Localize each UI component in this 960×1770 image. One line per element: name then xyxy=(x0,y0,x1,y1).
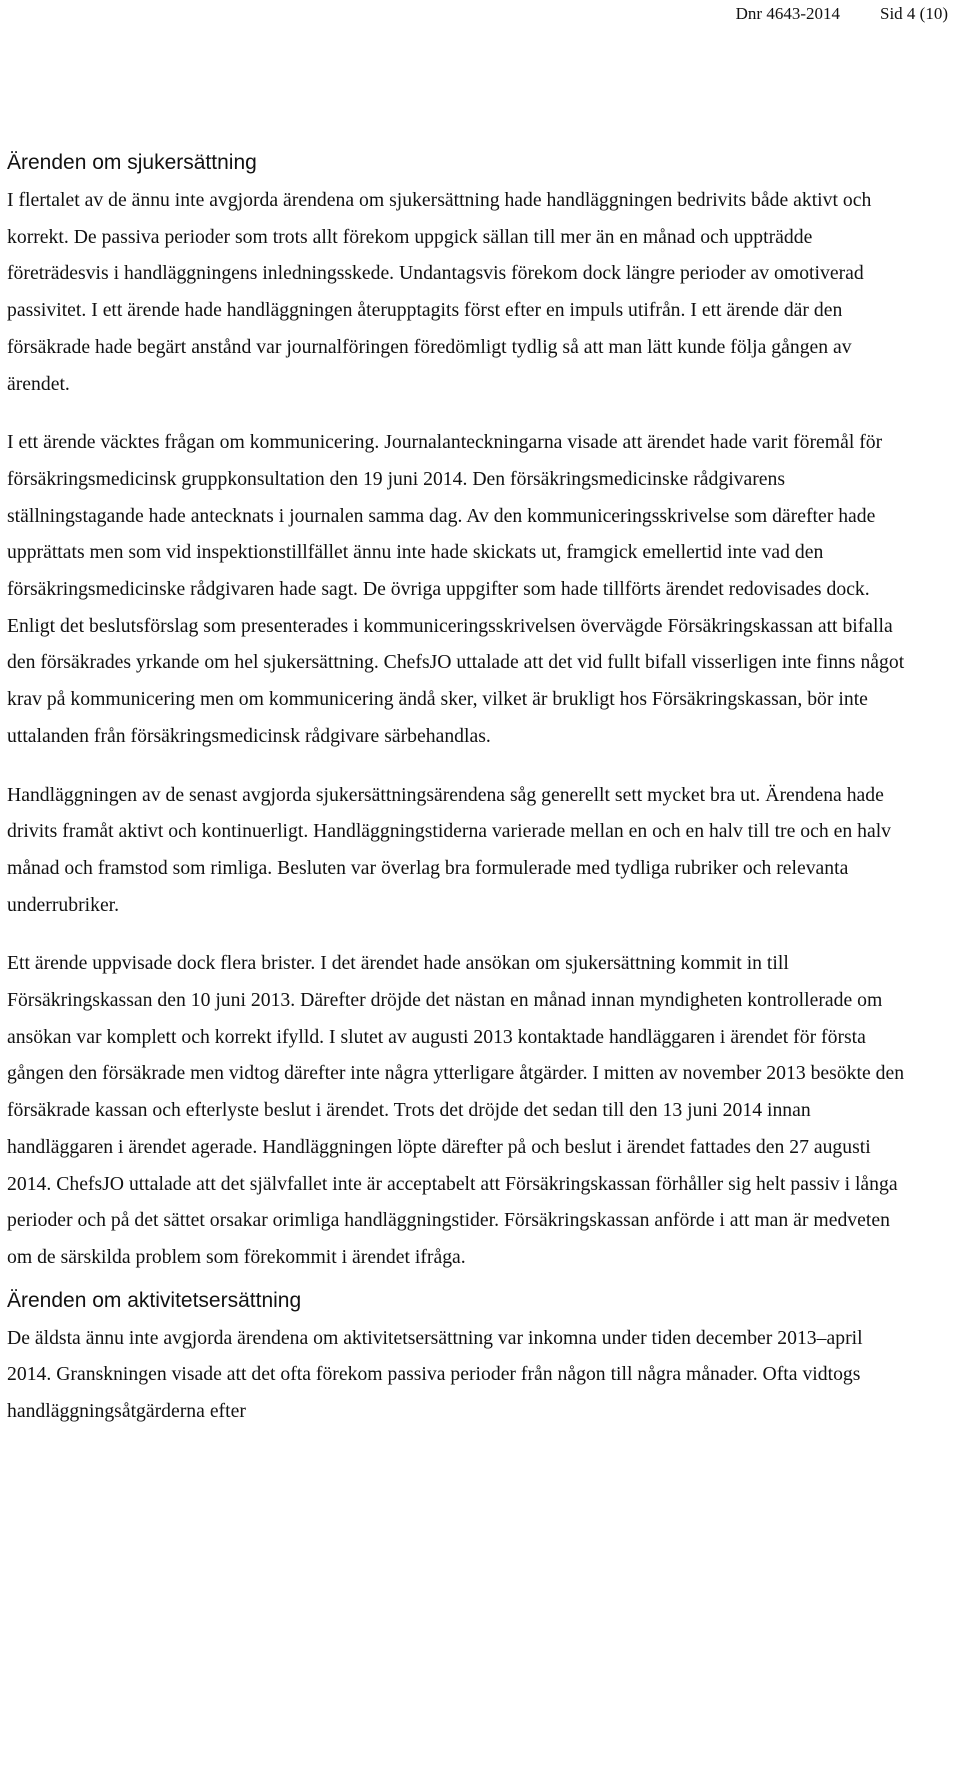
page-number: Sid 4 (10) xyxy=(880,4,948,23)
case-number: Dnr 4643-2014 xyxy=(735,4,840,23)
section-heading-aktivitetsersattning: Ärenden om aktivitetsersättning xyxy=(7,1288,302,1312)
paragraph: Ett ärende uppvisade dock flera brister. I det ärendet hade ansökan om sjukersättning kommit in till Försäkringskassan den 10 juni 2013. Därefter dröjde det nästan en månad innan myndigheten kontrollerade om ansökan var komplett och korrekt ifylld. I slutet av augusti 2013 kontaktade handläggaren i ärendet för första gången den försäkrade men vidtog därefter inte några ytterligare åtgärder. I mitten av november 2013 besökte den försäkrade kassan och efterlyste beslut i ärendet. Trots det dröjde det sedan till den 13 juni 2014 innan handläggaren i ärendet agerade. Handläggningen löpte därefter på och beslut i ärendet fattades den 27 augusti 2014. ChefsJO uttalade att det självfallet inte är acceptabelt att Försäkringskassan förhåller sig helt passiv i långa perioder och på det sättet orsakar orimliga handläggningstider. Försäkringskassan anförde i att man är medveten om de särskilda problem som förekommit i ärendet ifråga. xyxy=(7,952,905,1268)
page-header xyxy=(736,2,948,26)
paragraph: Handläggningen av de senast avgjorda sjukersättningsärendena såg generellt sett mycket bra ut. Ärendena hade drivits framåt aktivt och kontinuerligt. Handläggningstiderna varierade mellan en och en halv till tre och en halv månad och framstod som rimliga. Besluten var överlag bra formulerade med tydliga rubriker och relevanta underrubriker. xyxy=(7,783,892,916)
document-body xyxy=(7,148,907,1430)
paragraph: De äldsta ännu inte avgjorda ärendena om aktivitetsersättning var inkomna under tiden december 2013–april 2014. Granskningen visade att det ofta förekom passiva perioder från någon till några månader. Ofta vidtogs handläggningsåtgärderna efter xyxy=(7,1326,863,1423)
paragraph: I ett ärende väcktes frågan om kommunicering. Journalanteckningarna visade att ärendet hade varit föremål för försäkringsmedicinsk gruppkonsultation den 19 juni 2014. Den försäkringsmedicinske rådgivarens ställningstagande hade antecknats i journalen samma dag. Av den kommuniceringsskrivelse som därefter hade upprättats men som vid inspektionstillfället ännu inte hade skickats ut, framgick emellertid inte vad den försäkringsmedicinske rådgivaren hade sagt. De övriga uppgifter som hade tillförts ärendet redovisades dock. Enligt det beslutsförslag som presenterades i kommuniceringsskrivelsen övervägde Försäkringskassan att bifalla den försäkrades yrkande om hel sjukersättning. ChefsJO uttalade att det vid fullt bifall visserligen inte finns något krav på kommunicering men om kommunicering ändå sker, vilket är brukligt hos Försäkringskassan, bör inte uttalanden från försäkringsmedicinsk rådgivare särbehandlas. xyxy=(7,431,905,747)
section-heading-sjukersattning: Ärenden om sjukersättning xyxy=(7,151,257,174)
paragraph: I flertalet av de ännu inte avgjorda ärendena om sjukersättning hade handläggningen bedrivits både aktivt och korrekt. De passiva perioder som trots allt förekom uppgick sällan till mer än en månad och uppträdde företrädesvis i handläggningens inledningsskede. Undantagsvis förekom dock längre perioder av omotiverad passivitet. I ett ärende hade handläggningen återupptagits först efter en impuls utifrån. I ett ärende där den försäkrade hade begärt anstånd var journalföringen föredömligt tydlig så att man lätt kunde följa gången av ärendet. xyxy=(7,189,872,395)
